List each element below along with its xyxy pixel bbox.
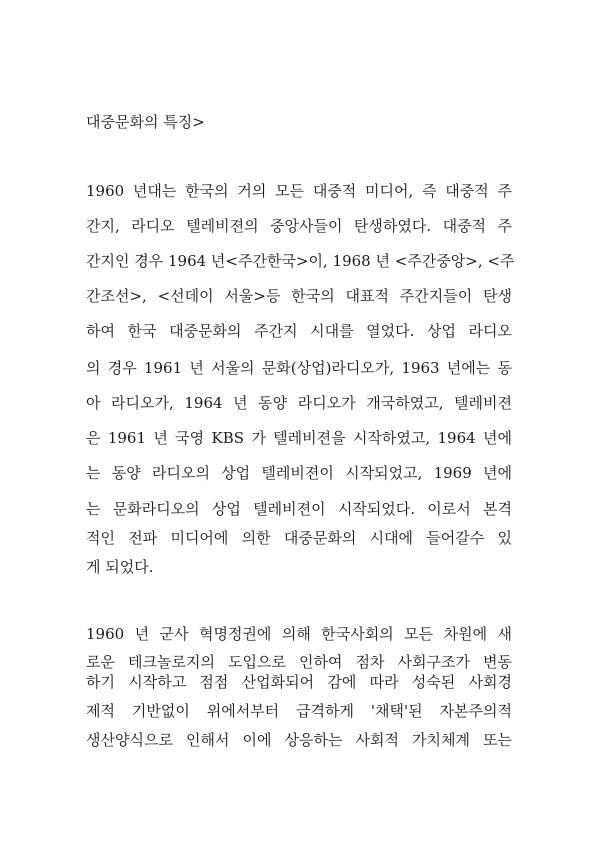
paragraph-2-line: 생산양식으로 인해서 이에 상응하는 사회적 가치체계 또는	[86, 731, 512, 749]
paragraph-1-line: 아 라디오가, 1964 년 동양 라디오가 개국하였고, 텔레비젼	[86, 394, 512, 412]
paragraph-2-line: 제적 기반없이 위에서부터 급격하게 '채택'된 자본주의적	[86, 702, 512, 720]
paragraph-1-line: 는 동양 라디오의 상업 텔레비젼이 시작되었고, 1969 년에	[86, 464, 512, 482]
paragraph-1-line: 게 되었다.	[86, 558, 154, 576]
paragraph-1-line: 하여 한국 대중문화의 주간지 시대를 열었다. 상업 라디오	[86, 322, 512, 340]
paragraph-1-line: 은 1961 년 국영 KBS 가 텔레비젼을 시작하였고, 1964 년에	[86, 429, 512, 447]
paragraph-2-line: 로운 테크놀로지의 도입으로 인하여 점차 사회구조가 변동	[86, 653, 512, 671]
paragraph-1-line: 간지인 경우 1964 년<주간한국>이, 1968 년 <주간중앙>, <주	[86, 252, 515, 270]
paragraph-1-line: 간조선>, <선데이 서울>등 한국의 대표적 주간지들이 탄생	[86, 287, 512, 305]
paragraph-1-line: 간지, 라디오 텔레비젼의 중앙사들이 탄생하였다. 대중적 주	[86, 217, 512, 235]
paragraph-1-line: 적인 전파 미디어에 의한 대중문화의 시대에 들어갈수 있	[86, 529, 512, 547]
paragraph-1-line: 는 문화라디오의 상업 텔레비젼이 시작되었다. 이로서 본격	[86, 500, 512, 518]
paragraph-2-line: 1960 년 군사 혁명정권에 의해 한국사회의 모든 차원에 새	[86, 625, 512, 643]
section-heading: 대중문화의 특징>	[86, 113, 205, 131]
paragraph-1-line: 1960 년대는 한국의 거의 모든 대중적 미디어, 즉 대중적 주	[86, 182, 512, 200]
paragraph-1-line: 의 경우 1961 년 서울의 문화(상업)라디오가, 1963 년에는 동	[86, 359, 512, 377]
paragraph-2-line: 하기 시작하고 점점 산업화되어 감에 따라 성숙된 사회경	[86, 673, 512, 691]
